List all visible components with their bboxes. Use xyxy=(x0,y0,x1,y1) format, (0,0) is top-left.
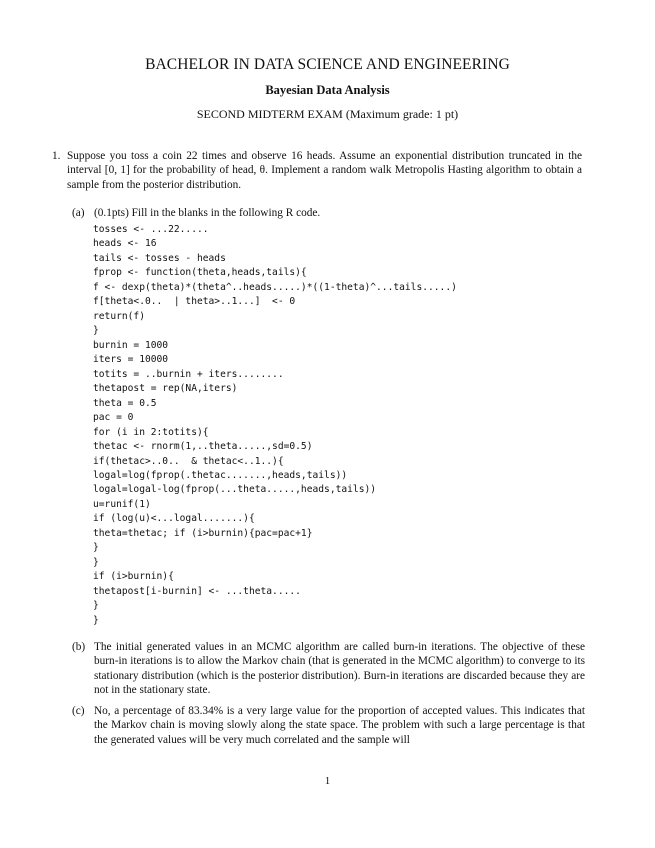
code-line: if (i>burnin){ xyxy=(93,571,174,583)
question-text: Suppose you toss a coin 22 times and observe 16 heads. Assume an exponential distribution truncated in the interval [0, 1] for the probability of head, θ. Implement a random walk Metropolis Hasting algorithm to obtain a sample from the posterior distribution. xyxy=(67,150,582,191)
code-line: theta = 0.5 xyxy=(93,397,157,409)
code-line: thetac <- rnorm(1,..theta.....,sd=0.5) xyxy=(93,441,313,453)
code-line: } xyxy=(93,556,99,568)
exam-title: SECOND MIDTERM EXAM (Maximum grade: 1 pt) xyxy=(196,107,459,121)
code-line: pac = 0 xyxy=(93,412,134,424)
question-number: 1. xyxy=(52,150,61,162)
code-line: u=runif(1) xyxy=(93,498,151,510)
code-line: iters = 10000 xyxy=(93,354,169,366)
code-line: if (log(u)<...logal.......){ xyxy=(93,513,255,525)
code-line: tosses <- ...22..... xyxy=(93,224,209,235)
code-line: tails <- tosses - heads xyxy=(93,252,226,264)
code-line: } xyxy=(93,542,99,554)
part-c-label: (c) xyxy=(72,705,85,717)
code-line: return(f) xyxy=(93,310,145,322)
code-line: logal=logal-log(fprop(...theta.....,heads,tails)) xyxy=(93,484,377,496)
code-line: } xyxy=(93,325,99,337)
code-line: burnin = 1000 xyxy=(93,339,169,351)
r-code-block xyxy=(93,223,573,628)
code-line: if(thetac>..0.. & thetac<..1..){ xyxy=(93,455,284,467)
code-line: fprop <- function(theta,heads,tails){ xyxy=(93,267,307,279)
code-line: } xyxy=(93,614,99,626)
code-line: logal=log(fprop(.thetac.......,heads,tails)) xyxy=(93,469,348,481)
code-line: totits = ..burnin + iters........ xyxy=(93,368,284,380)
course-title: Bayesian Data Analysis xyxy=(265,83,390,97)
code-line: } xyxy=(93,600,99,612)
page-number: 1 xyxy=(324,775,331,787)
part-b-label: (b) xyxy=(72,641,86,653)
part-b-text: The initial generated values in an MCMC algorithm are called burn-in iterations. The objective of these burn-in iterations is to allow the Markov chain (that is generated in the MCMC algorithm) to converge to its stationary distribution (which is the posterior distribution). Burn-in iterations are discarded because they are not in the stationary state. xyxy=(94,641,585,697)
code-line: thetapost = rep(NA,iters) xyxy=(93,383,238,395)
part-a-label: (a) xyxy=(72,207,85,219)
code-line: f <- dexp(theta)*(theta^..heads.....)*((1-theta)^...tails.....) xyxy=(93,281,457,293)
code-line: f[theta<.0.. | theta>..1...] <- 0 xyxy=(93,296,296,308)
code-line: heads <- 16 xyxy=(93,238,157,250)
code-line: theta=thetac; if (i>burnin){pac=pac+1} xyxy=(93,527,313,539)
code-line: for (i in 2:totits){ xyxy=(93,426,209,438)
document-title: BACHELOR IN DATA SCIENCE AND ENGINEERING xyxy=(145,56,510,73)
code-line: thetapost[i-burnin] <- ...theta..... xyxy=(93,585,301,597)
part-c-text: No, a percentage of 83.34% is a very large value for the proportion of accepted values. This indicates that the Markov chain is moving slowly along the state space. The problem with such a large percentage is that the generated values will be very much correlated and the sample will xyxy=(94,705,585,746)
part-a-text: (0.1pts) Fill in the blanks in the following R code. xyxy=(94,207,321,219)
